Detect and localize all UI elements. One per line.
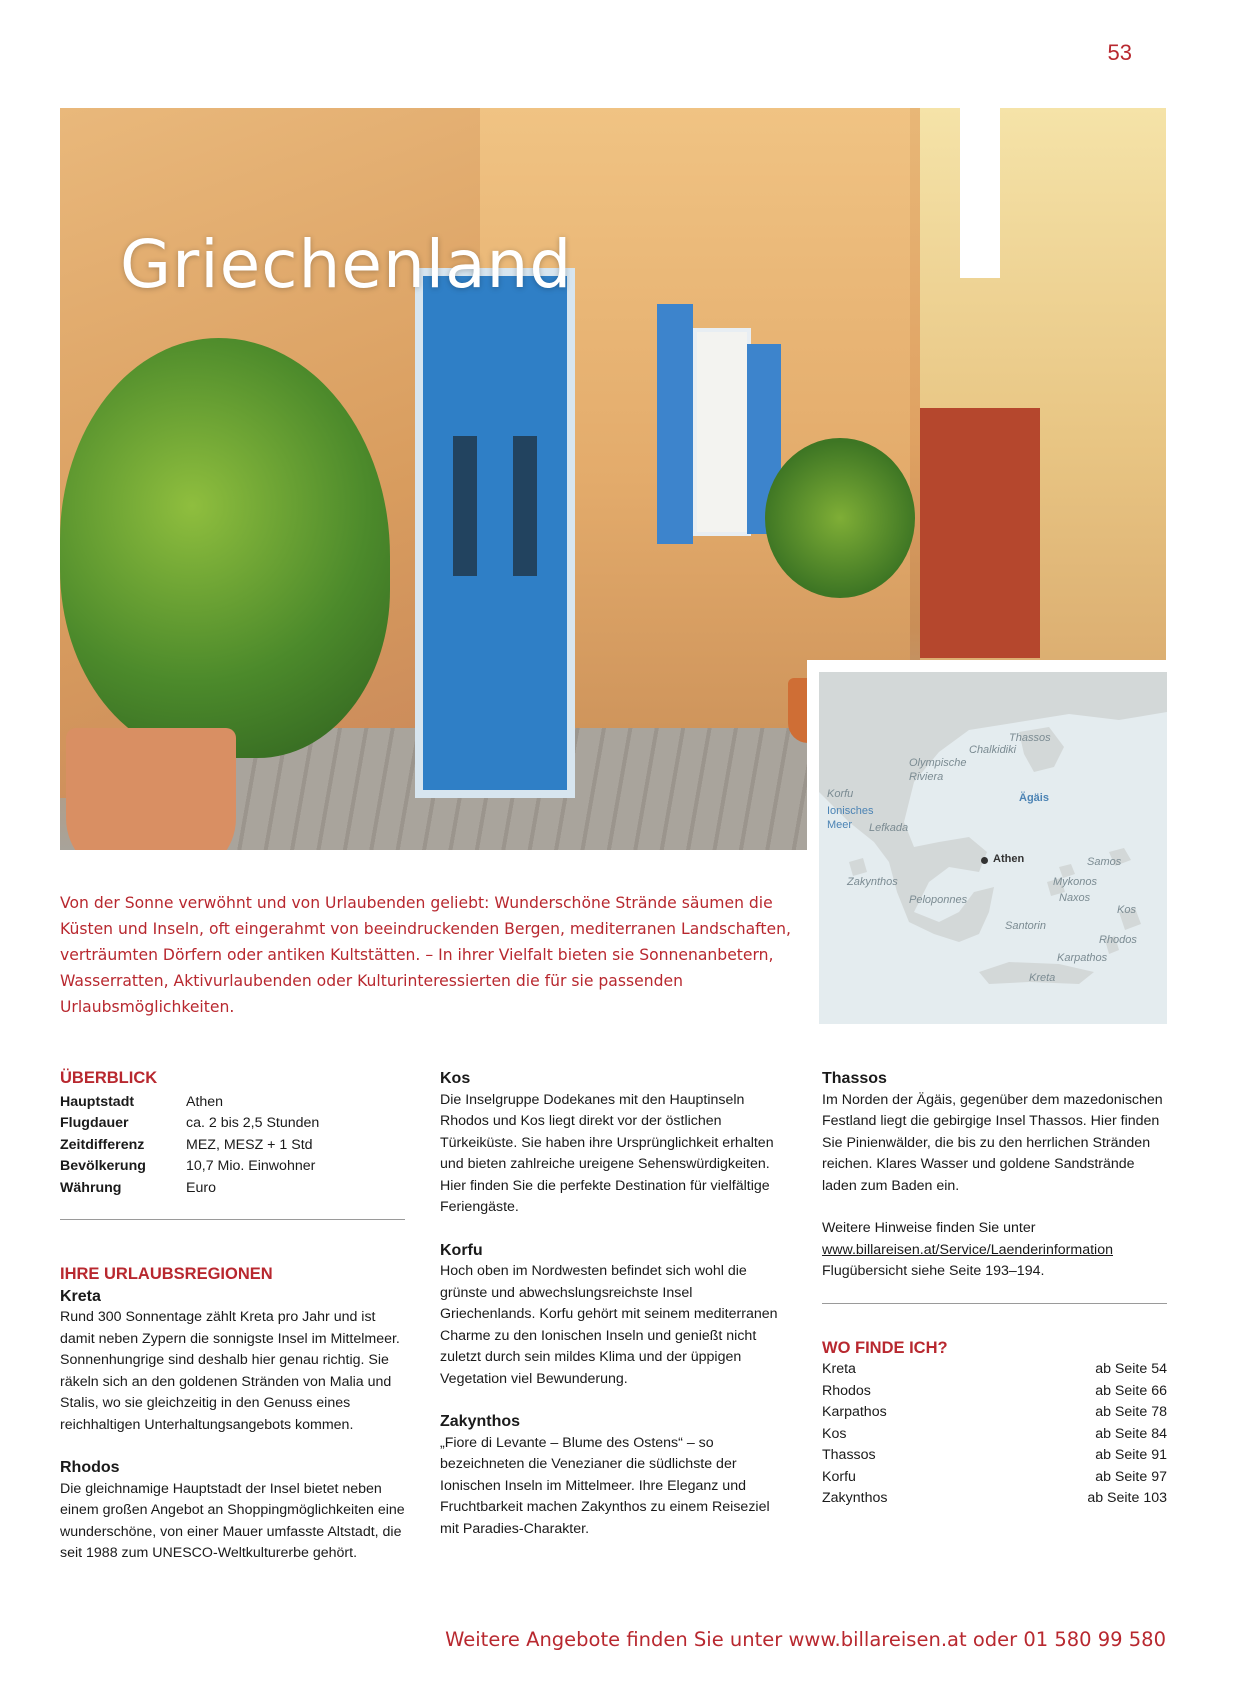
map-label-kos: Kos <box>1117 904 1136 916</box>
fact-key: Zeitdifferenz <box>60 1136 145 1153</box>
map-card <box>807 660 1167 1024</box>
map-label-kreta: Kreta <box>1029 972 1056 984</box>
map-label-zakynthos: Zakynthos <box>847 876 898 888</box>
fact-key: Bevölkerung <box>60 1158 146 1174</box>
finder-page: ab Seite 54 <box>1095 1361 1167 1377</box>
blue-door <box>415 268 575 798</box>
finder-name: Thassos <box>822 1447 876 1463</box>
region-title-zakynthos: Zakynthos <box>440 1413 521 1430</box>
fact-key: Flugdauer <box>60 1115 129 1131</box>
info-link[interactable]: www.billareisen.at/Service/Laenderinformation <box>822 1241 1113 1258</box>
finder-name: Kos <box>822 1425 847 1442</box>
map-label-samos: Samos <box>1087 856 1122 868</box>
fact-key: Hauptstadt <box>60 1093 135 1110</box>
map-label-ionisches-meer: Ionisches Meer <box>827 805 874 831</box>
finder-page: ab Seite 103 <box>1087 1490 1167 1506</box>
map-label-chalkidiki: Chalkidiki <box>969 744 1017 756</box>
fact-value: ca. 2 bis 2,5 Stunden <box>186 1115 320 1131</box>
finder-page: ab Seite 84 <box>1095 1425 1167 1442</box>
finder-row <box>822 1467 1167 1489</box>
blue-shutter-left <box>657 304 693 544</box>
sky-gap <box>960 108 1000 278</box>
region-title-rhodos: Rhodos <box>60 1459 120 1476</box>
map-label-karpathos: Karpathos <box>1057 952 1108 964</box>
map-label-peloponnes: Peloponnes <box>909 894 968 906</box>
map-label-korfu: Korfu <box>827 788 854 800</box>
finder-page: ab Seite 78 <box>1095 1404 1167 1420</box>
flight-overview-text: Flugübersicht siehe Seite 193–194. <box>822 1263 1045 1279</box>
map-label-olympische-riviera: Olympische Riviera <box>909 757 967 783</box>
finder-row <box>822 1445 1167 1467</box>
fact-value: Euro <box>186 1179 216 1196</box>
map-label-lefkada: Lefkada <box>869 822 909 834</box>
finder-name: Kreta <box>822 1361 856 1377</box>
region-title-korfu: Korfu <box>440 1241 483 1259</box>
info-text: Weitere Hinweise finden Sie unter <box>822 1220 1036 1236</box>
region-text-korfu: Hoch oben im Nordwesten befindet sich wohl die grünste und abwechslungsreichste Insel Griechenlands. Korfu gehört mit seinem mediterranen Charme zu den Ionischen Inseln und genießt nicht zuletzt durch sein mildes Klima und der üppigen Vegetation viel Bewunderung. <box>440 1263 778 1387</box>
greece-landmass <box>819 672 1167 1024</box>
terracotta-pot-large <box>66 728 236 850</box>
fact-value: 10,7 Mio. Einwohner <box>186 1158 316 1174</box>
finder-name: Rhodos <box>822 1382 871 1399</box>
map-label-athen: Athen <box>993 853 1025 865</box>
region-text-kos: Die Inselgruppe Dodekanes mit den Hauptinseln Rhodos und Kos liegt direkt vor der östlichen Türkeiküste. Sie haben ihre Ursprünglichkeit erhalten und bieten zahlreiche ureigene Sehenswürdigkeiten. Hier finden Sie die perfekte Destination für vielfältige Feriengäste. <box>440 1091 774 1215</box>
fact-row <box>60 1092 405 1114</box>
map-label-rhodos: Rhodos <box>1099 934 1137 946</box>
finder-row <box>822 1402 1167 1424</box>
map-label-aegaeis: Ägäis <box>1019 792 1049 804</box>
fact-key: Währung <box>60 1179 122 1196</box>
footer-note: Weitere Angebote finden Sie unter www.billareisen.at oder 01 580 99 580 <box>445 1628 1166 1651</box>
fact-row <box>60 1156 405 1178</box>
page-title: Griechenland <box>120 226 573 303</box>
map-label-santorin: Santorin <box>1005 920 1046 932</box>
intro-text: Von der Sonne verwöhnt und von Urlaubenden geliebt: Wunderschöne Strände säumen die Küsten und Inseln, oft eingerahmt von beeindruckenden Bergen, mediterranen Landschaften, verträumten Dörfern oder antiken Kultstätten. – In ihrer Vielfalt bieten sie Sonnenanbetern, Wasserratten, Aktivurlaubenden oder Kulturinteressierten die für sie passenden Urlaubsmöglichkeiten. <box>60 894 791 1016</box>
fact-value: MEZ, MESZ + 1 Std <box>186 1136 313 1153</box>
column-middle <box>440 1068 785 1540</box>
finder-name: Karpathos <box>822 1404 887 1420</box>
finder-row <box>822 1488 1167 1510</box>
greece-map <box>819 672 1167 1024</box>
finder-row <box>822 1424 1167 1446</box>
finder-name: Zakynthos <box>822 1490 888 1506</box>
red-building <box>920 408 1040 658</box>
potted-tree-small <box>765 438 915 598</box>
column-left <box>60 1068 405 1565</box>
fact-row <box>60 1135 405 1157</box>
region-title-thassos: Thassos <box>822 1070 887 1087</box>
region-text-thassos: Im Norden der Ägäis, gegenüber dem mazedonischen Festland liegt die gebirgige Insel Thassos. Hier finden Sie Pinienwälder, die bis zu den herrlichen Stränden reichen. Klares Wasser und goldene Sandstrände laden zum Baden ein. <box>822 1091 1163 1194</box>
finder-page: ab Seite 66 <box>1095 1382 1167 1399</box>
column-right <box>822 1068 1167 1510</box>
region-title-kos: Kos <box>440 1070 471 1087</box>
overview-facts <box>60 1092 405 1200</box>
finder-name: Korfu <box>822 1468 856 1485</box>
finder-row <box>822 1381 1167 1403</box>
map-label-mykonos: Mykonos <box>1053 876 1098 888</box>
finder-page: ab Seite 91 <box>1095 1447 1167 1463</box>
fact-row <box>60 1178 405 1200</box>
regions-heading: IHRE URLAUBSREGIONEN <box>60 1265 273 1283</box>
region-title-kreta: Kreta <box>60 1287 101 1305</box>
finder-page: ab Seite 97 <box>1095 1468 1167 1485</box>
finder-list <box>822 1359 1167 1510</box>
fact-row <box>60 1113 405 1135</box>
finder-heading: WO FINDE ICH? <box>822 1338 948 1357</box>
athen-marker <box>981 857 988 864</box>
overview-heading: ÜBERBLICK <box>60 1069 158 1087</box>
fact-value: Athen <box>186 1093 224 1110</box>
region-text-zakynthos: „Fiore di Levante – Blume des Ostens“ – so bezeichneten die Venezianer die südlichste der Ionischen Inseln im Mittelmeer. Ihre Eleganz und Fruchtbarkeit machen Zakynthos zu einem Reiseziel mit Paradies-Charakter. <box>440 1434 770 1537</box>
map-label-naxos: Naxos <box>1059 892 1091 904</box>
region-text-rhodos: Die gleichnamige Hauptstadt der Insel bietet neben einem großen Angebot an Shoppingmöglichkeiten eine wunderschöne, von einer Mauer umfasste Altstadt, die seit 1988 zum UNESCO-Weltkulturerbe gehört. <box>60 1480 405 1561</box>
finder-row <box>822 1359 1167 1381</box>
page-number: 53 <box>1107 40 1132 65</box>
region-text-kreta: Rund 300 Sonnentage zählt Kreta pro Jahr und ist damit neben Zypern die sonnigste Insel im Mittelmeer. Sonnenhungrige sind deshalb hier genau richtig. Sie räkeln sich an den goldenen Stränden von Malia und Stalis, wo sie gleichzeitig in den Genuss eines reichhaltigen Unterhaltungsangebots kommen. <box>60 1309 400 1433</box>
map-label-thassos: Thassos <box>1009 732 1051 744</box>
window <box>693 328 751 536</box>
